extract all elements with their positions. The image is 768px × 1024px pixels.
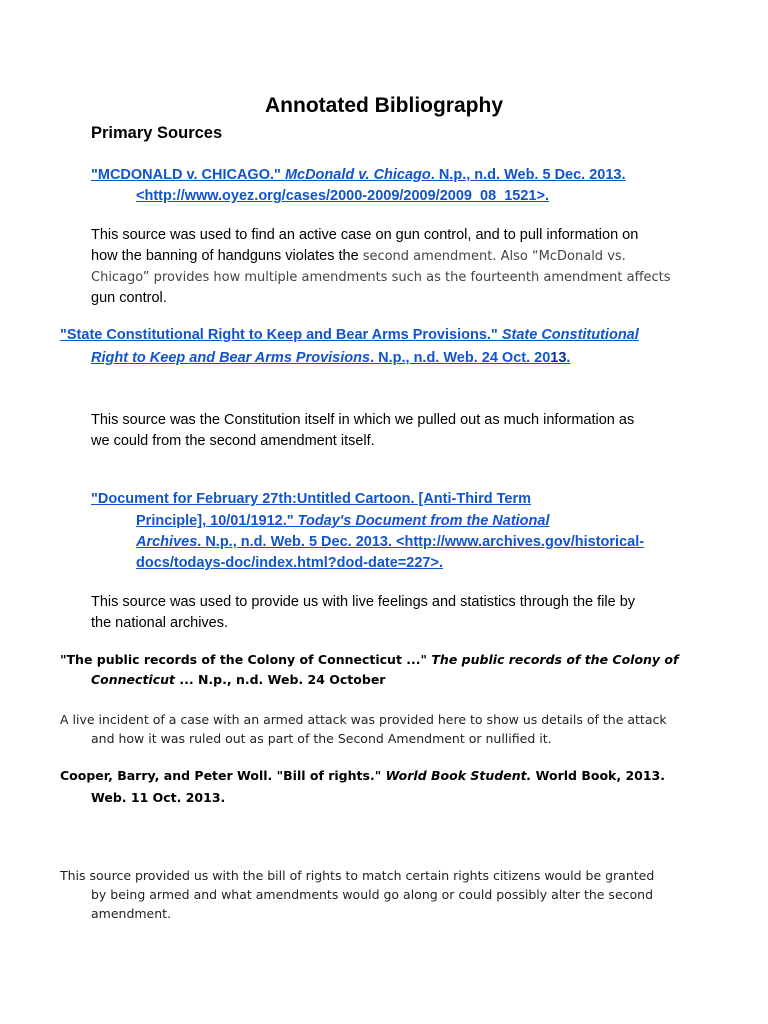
annotation-connecticut: [60, 710, 667, 748]
citation-source: McDonald v. Chicago: [284, 167, 431, 183]
citation-archives[interactable]: "Document for February 27th:Untitled Cartoon. [Anti-Third Term: [91, 491, 531, 507]
citation-archives-details[interactable]: Archives. N.p., n.d. Web. 5 Dec. 2013. <http://www.archives.gov/historical-: [136, 534, 645, 550]
annotation-line: by being armed and what amendments would go along or could possibly alter the second: [91, 887, 654, 902]
citation-connecticut-cont: Connecticut ... N.p., n.d. Web. 24 October: [91, 672, 386, 687]
document-title: Annotated Bibliography: [265, 94, 503, 117]
annotation-cooper: [60, 866, 654, 923]
citation-source: Right to Keep and Bear Arms Provisions: [91, 350, 371, 366]
citation-title: "State Constitutional Right to Keep and Bear Arms Provisions.": [60, 327, 498, 343]
annotation-line: we could from the second amendment itself.: [91, 433, 375, 449]
citation-url[interactable]: <http://www.oyez.org/cases/2000-2009/2009/2009_08_1521>.: [136, 188, 549, 204]
section-heading: Primary Sources: [91, 124, 223, 142]
citation-details: . N.p., n.d. Web. 24 Oct. 20: [370, 350, 551, 366]
annotation-mcdonald: [91, 225, 671, 309]
annotation-line: Chicago” provides how multiple amendments such as the fourteenth amendment affects: [91, 270, 671, 285]
annotation-state-constitutional: [91, 410, 634, 452]
citation-source: State Constitutional: [501, 327, 639, 343]
citation-archives-url[interactable]: docs/todays-doc/index.html?dod-date=227>.: [136, 555, 443, 571]
citation-cooper-cont: Web. 11 Oct. 2013.: [91, 790, 226, 805]
citation-connecticut: "The public records of the Colony of Connecticut ..." The public records of the Colony of: [60, 652, 679, 667]
annotation-line: This source was the Constitution itself in which we pulled out as much information as: [91, 412, 635, 428]
annotation-line: A live incident of a case with an armed attack was provided here to show us details of the attack: [60, 712, 667, 727]
citation-cooper: Cooper, Barry, and Peter Woll. "Bill of rights." World Book Student. World Book, 2013.: [60, 768, 665, 783]
citation-details: . N.p., n.d. Web. 5 Dec. 2013.: [430, 167, 626, 183]
annotation-line: gun control.: [91, 290, 167, 306]
citation-title: "MCDONALD v. CHICAGO.": [91, 167, 281, 183]
annotation-line: amendment.: [91, 906, 172, 921]
annotation-line: This source was used to find an active case on gun control, and to pull information on: [91, 227, 639, 243]
citation-state-constitutional-cont[interactable]: Right to Keep and Bear Arms Provisions. N.p., n.d. Web. 24 Oct. 2013.: [91, 350, 571, 366]
annotation-line: the national archives.: [91, 615, 229, 631]
annotation-line: This source provided us with the bill of rights to match certain rights citizens would be granted: [60, 868, 655, 883]
citation-state-constitutional[interactable]: [60, 327, 639, 343]
annotation-line: This source was used to provide us with live feelings and statistics through the file by: [91, 594, 636, 610]
annotation-archives: [91, 592, 635, 634]
citation-archives-cont[interactable]: Principle], 10/01/1912." Today's Document from the National: [136, 513, 550, 529]
annotation-line: and how it was ruled out as part of the Second Amendment or nullified it.: [91, 731, 552, 746]
annotation-line: how the banning of handguns violates the second amendment. Also “McDonald vs.: [91, 248, 626, 264]
citation-mcdonald[interactable]: [91, 167, 626, 183]
